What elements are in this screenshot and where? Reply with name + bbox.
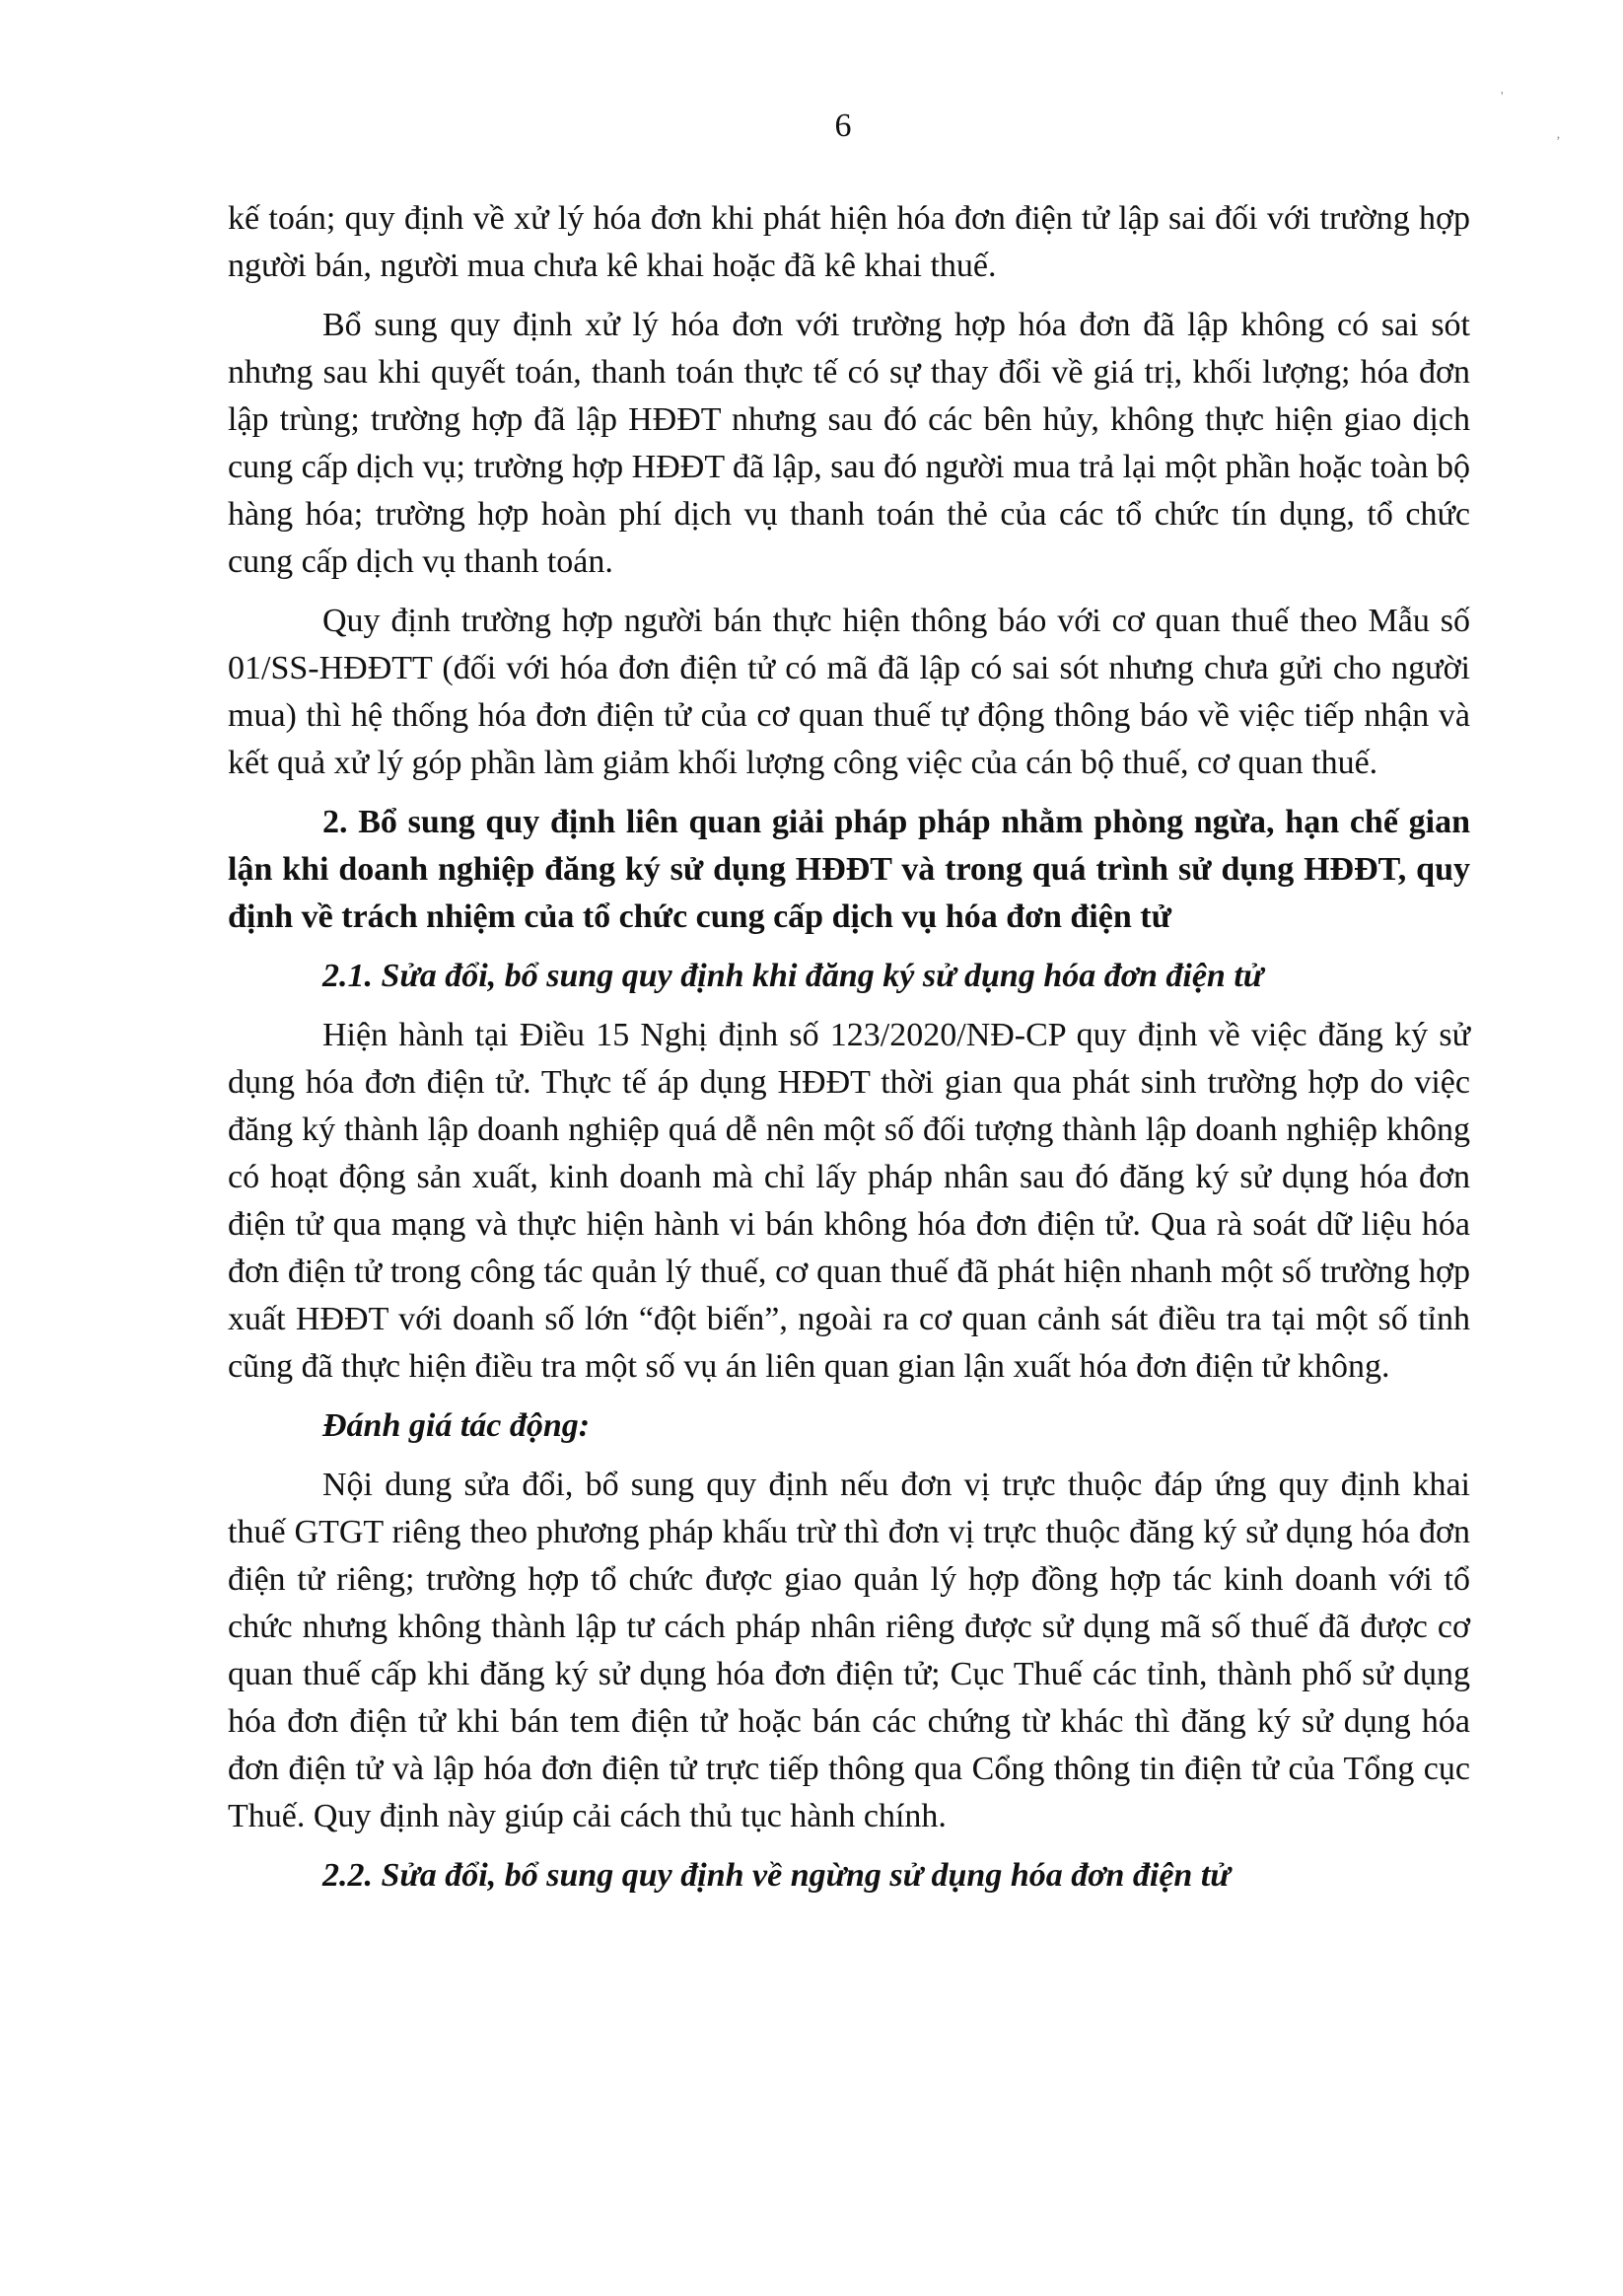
scan-speck: ' [1501,90,1504,105]
page-number: 6 [834,108,852,144]
scan-speck: ‚ [1556,127,1561,142]
paragraph-seller-notification: Quy định trường hợp người bán thực hiện thông báo với cơ quan thuế theo Mẫu số 01/SS-HĐĐTT (đối với hóa đơn điện tử có mã đã lập có sai sót nhưng chưa gửi cho người mua) thì hệ thống hóa đơn điện tử của cơ quan thuế tự động thông báo về việc tiếp nhận và kết quả xử lý góp phần làm giảm khối lượng công việc của cán bộ thuế, cơ quan thuế. [228,603,1470,781]
paragraph-invoice-handling: Bổ sung quy định xử lý hóa đơn với trường hợp hóa đơn đã lập không có sai sót nhưng sau khi quyết toán, thanh toán thực tế có sự thay đổi về giá trị, khối lượng; hóa đơn lập trùng; trường hợp đã lập HĐĐT nhưng sau đó các bên hủy, không thực hiện giao dịch cung cấp dịch vụ; trường hợp HĐĐT đã lập, sau đó người mua trả lại một phần hoặc toàn bộ hàng hóa; trường hợp hoàn phí dịch vụ thanh toán thẻ của các tổ chức tín dụng, tổ chức cung cấp dịch vụ thanh toán. [228,307,1470,580]
paragraph-current-regulation: Hiện hành tại Điều 15 Nghị định số 123/2020/NĐ-CP quy định về việc đăng ký sử dụng hóa đơn điện tử. Thực tế áp dụng HĐĐT thời gian qua phát sinh trường hợp do việc đăng ký thành lập doanh nghiệp quá dễ nên một số đối tượng thành lập doanh nghiệp không có hoạt động sản xuất, kinh doanh mà chỉ lấy pháp nhân sau đó đăng ký sử dụng hóa đơn điện tử qua mạng và thực hiện hành vi bán không hóa đơn điện tử. Qua rà soát dữ liệu hóa đơn điện tử trong công tác quản lý thuế, cơ quan thuế đã phát hiện nhanh một số trường hợp xuất HĐĐT với doanh số lớn “đột biến”, ngoài ra cơ quan cảnh sát điều tra tại một số tỉnh cũng đã thực hiện điều tra một số vụ án liên quan gian lận xuất hóa đơn điện tử không. [228,1017,1470,1385]
paragraph-continuation: kế toán; quy định về xử lý hóa đơn khi phát hiện hóa đơn điện tử lập sai đối với trường hợp người bán, người mua chưa kê khai hoặc đã kê khai thuế. [228,200,1470,284]
paragraph-impact-content: Nội dung sửa đổi, bổ sung quy định nếu đơn vị trực thuộc đáp ứng quy định khai thuế GTGT riêng theo phương pháp khấu trừ thì đơn vị trực thuộc đăng ký sử dụng hóa đơn điện tử riêng; trường hợp tổ chức được giao quản lý hợp đồng hợp tác kinh doanh với tổ chức nhưng không thành lập tư cách pháp nhân riêng được sử dụng mã số thuế đã được cơ quan thuế cấp khi đăng ký sử dụng hóa đơn điện tử; Cục Thuế các tỉnh, thành phố sử dụng hóa đơn điện tử khi bán tem điện tử hoặc bán các chứng từ khác thì đăng ký sử dụng hóa đơn điện tử và lập hóa đơn điện tử trực tiếp thông qua Cổng thông tin điện tử của Tổng cục Thuế. Quy định này giúp cải cách thủ tục hành chính. [228,1467,1470,1834]
impact-assessment-heading: Đánh giá tác động: [322,1407,591,1444]
document-body [228,195,1470,1911]
subsection-heading-2-2: 2.2. Sửa đổi, bổ sung quy định về ngừng sử dụng hóa đơn điện tử [322,1857,1231,1894]
subsection-heading-2-1: 2.1. Sửa đổi, bổ sung quy định khi đăng ký sử dụng hóa đơn điện tử [322,958,1264,994]
section-heading-2: 2. Bổ sung quy định liên quan giải pháp pháp nhằm phòng ngừa, hạn chế gian lận khi doanh nghiệp đăng ký sử dụng HĐĐT và trong quá trình sử dụng HĐĐT, quy định về trách nhiệm của tổ chức cung cấp dịch vụ hóa đơn điện tử [228,804,1470,935]
